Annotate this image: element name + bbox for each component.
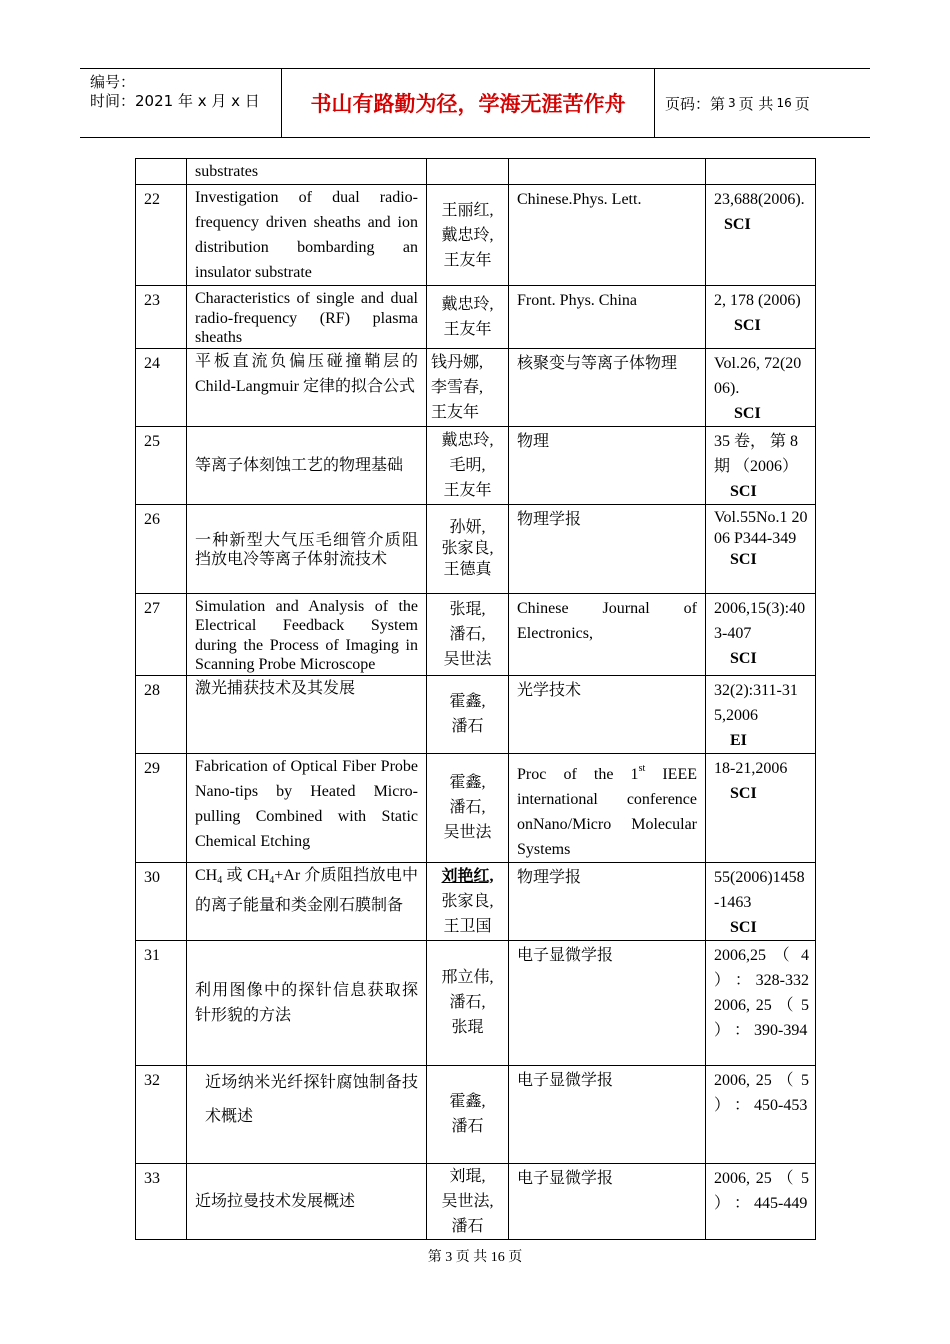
journal: 光学技术 bbox=[509, 675, 706, 753]
table-row bbox=[136, 286, 816, 349]
authors: 王丽红, 戴忠玲, 王友年 bbox=[427, 185, 509, 286]
citation: 2, 178 (2006) SCI bbox=[706, 286, 816, 349]
citation: 55(2006)1458-1463 SCI bbox=[706, 862, 816, 940]
journal: 物理学报 bbox=[509, 504, 706, 593]
index-badge: SCI bbox=[730, 918, 757, 936]
journal: Proc of the 1st IEEE international conference onNano/Micro Molecular Systems bbox=[509, 753, 706, 862]
index-badge: SCI bbox=[730, 784, 757, 802]
authors: 刘艳红, 张家良, 王卫国 bbox=[427, 862, 509, 940]
table-row bbox=[136, 348, 816, 426]
row-number: 28 bbox=[136, 675, 187, 753]
row-number: 26 bbox=[136, 504, 187, 593]
row-number: 25 bbox=[136, 426, 187, 504]
paper-title: Fabrication of Optical Fiber Probe Nano-tips by Heated Micro-pulling Combined with Static Chemical Etching bbox=[187, 753, 427, 862]
row-number: 32 bbox=[136, 1065, 187, 1163]
index-badge: SCI bbox=[734, 317, 761, 334]
page-footer: 第 3 页 共 16 页 bbox=[427, 1250, 523, 1265]
paper-title: 近场纳米光纤探针腐蚀制备技术概述 bbox=[187, 1065, 427, 1163]
paper-title: 平板直流负偏压碰撞鞘层的 Child-Langmuir 定律的拟合公式 bbox=[187, 348, 427, 426]
paper-title: Investigation of dual radio-frequency driven sheaths and ion distribution bombarding an insulator substrate bbox=[187, 185, 427, 286]
authors: 钱丹娜, 李雪春, 王友年 bbox=[427, 348, 509, 426]
page-header bbox=[80, 68, 870, 138]
table-row bbox=[136, 1065, 816, 1163]
row-number: 29 bbox=[136, 753, 187, 862]
paper-title: 一种新型大气压毛细管介质阻挡放电冷等离子体射流技术 bbox=[187, 504, 427, 593]
citation: Vol.26, 72(2006). SCI bbox=[706, 348, 816, 426]
journal: 电子显微学报 bbox=[509, 940, 706, 1065]
index-badge: SCI bbox=[734, 404, 761, 422]
paper-title: 近场拉曼技术发展概述 bbox=[187, 1163, 427, 1239]
paper-title: 利用图像中的探针信息获取探针形貌的方法 bbox=[187, 940, 427, 1065]
authors: 霍鑫, 潘石, 吴世法 bbox=[427, 753, 509, 862]
authors: 邢立伟, 潘石, 张琨 bbox=[427, 940, 509, 1065]
journal: Front. Phys. China bbox=[509, 286, 706, 349]
table-row bbox=[136, 940, 816, 1065]
citation: 2006,15(3):403-407 SCI bbox=[706, 593, 816, 675]
authors: 戴忠玲, 毛明, 王友年 bbox=[427, 426, 509, 504]
journal: 物理 bbox=[509, 426, 706, 504]
page-total: 16 bbox=[776, 96, 792, 110]
citation: 23,688(2006). SCI bbox=[706, 185, 816, 286]
table-row bbox=[136, 753, 816, 862]
motto: 书山有路勤为径，学海无涯苦作舟 bbox=[282, 69, 655, 137]
authors: 霍鑫, 潘石 bbox=[427, 1065, 509, 1163]
paper-title: Characteristics of single and dual radio-frequency (RF) plasma sheaths bbox=[187, 286, 427, 349]
index-badge: SCI bbox=[724, 216, 751, 233]
citation: 32(2):311-315,2006 EI bbox=[706, 675, 816, 753]
citation: 35 卷， 第 8 期 （2006） SCI bbox=[706, 426, 816, 504]
table-row bbox=[136, 185, 816, 286]
row-number: 27 bbox=[136, 593, 187, 675]
authors: 张琨, 潘石, 吴世法 bbox=[427, 593, 509, 675]
header-left bbox=[80, 69, 282, 137]
journal: 物理学报 bbox=[509, 862, 706, 940]
table-row bbox=[136, 504, 816, 593]
table-row bbox=[136, 426, 816, 504]
paper-title: 等离子体刻蚀工艺的物理基础 bbox=[187, 426, 427, 504]
paper-title: substrates bbox=[187, 159, 427, 185]
row-number: 23 bbox=[136, 286, 187, 349]
table-row bbox=[136, 1163, 816, 1239]
journal: 电子显微学报 bbox=[509, 1065, 706, 1163]
number-label: 编号： bbox=[90, 73, 136, 91]
authors: 刘琨, 吴世法, 潘石 bbox=[427, 1163, 509, 1239]
page-indicator: 页码：第 3 页 共 16 页 bbox=[665, 94, 810, 113]
citation: Vol.55No.1 2006 P344-349 SCI bbox=[706, 504, 816, 593]
journal: Chinese.Phys. Lett. bbox=[509, 185, 706, 286]
index-badge: SCI bbox=[730, 550, 757, 568]
table-row bbox=[136, 675, 816, 753]
paper-title: 激光捕获技术及其发展 bbox=[187, 675, 427, 753]
citation: 18-21,2006 SCI bbox=[706, 753, 816, 862]
publication-table bbox=[135, 158, 816, 1240]
page-number: 3 bbox=[728, 96, 736, 110]
journal: 电子显微学报 bbox=[509, 1163, 706, 1239]
citation: 2006, 25 （ 5 ） ： 445-449 bbox=[706, 1163, 816, 1239]
citation: 2006,25 （ 4 ） ： 328-3322006, 25 （ 5 ） ： 390-394 bbox=[706, 940, 816, 1065]
journal: Chinese Journal of Electronics, bbox=[509, 593, 706, 675]
journal: 核聚变与等离子体物理 bbox=[509, 348, 706, 426]
authors: 霍鑫, 潘石 bbox=[427, 675, 509, 753]
time-label: 时间：2021 年 x 月 x 日 bbox=[90, 92, 260, 110]
row-number: 30 bbox=[136, 862, 187, 940]
row-number: 24 bbox=[136, 348, 187, 426]
table-row bbox=[136, 159, 816, 185]
table-row bbox=[136, 862, 816, 940]
paper-title: $CH_4$ 或 $CH_4+Ar$ 介质阻挡放电中的离子能量和类金刚石膜制备 bbox=[187, 862, 427, 940]
authors: 戴忠玲, 王友年 bbox=[427, 286, 509, 349]
paper-title: Simulation and Analysis of the Electrical Feedback System during the Process of Imaging in Scanning Probe Microscope bbox=[187, 593, 427, 675]
authors: 孙妍, 张家良, 王德真 bbox=[427, 504, 509, 593]
index-badge: EI bbox=[730, 731, 747, 749]
index-badge: SCI bbox=[730, 482, 757, 500]
row-number: 31 bbox=[136, 940, 187, 1065]
table-row bbox=[136, 593, 816, 675]
citation: 2006, 25 （ 5 ） ： 450-453 bbox=[706, 1065, 816, 1163]
row-number: 22 bbox=[136, 185, 187, 286]
index-badge: SCI bbox=[730, 649, 757, 667]
row-number: 33 bbox=[136, 1163, 187, 1239]
